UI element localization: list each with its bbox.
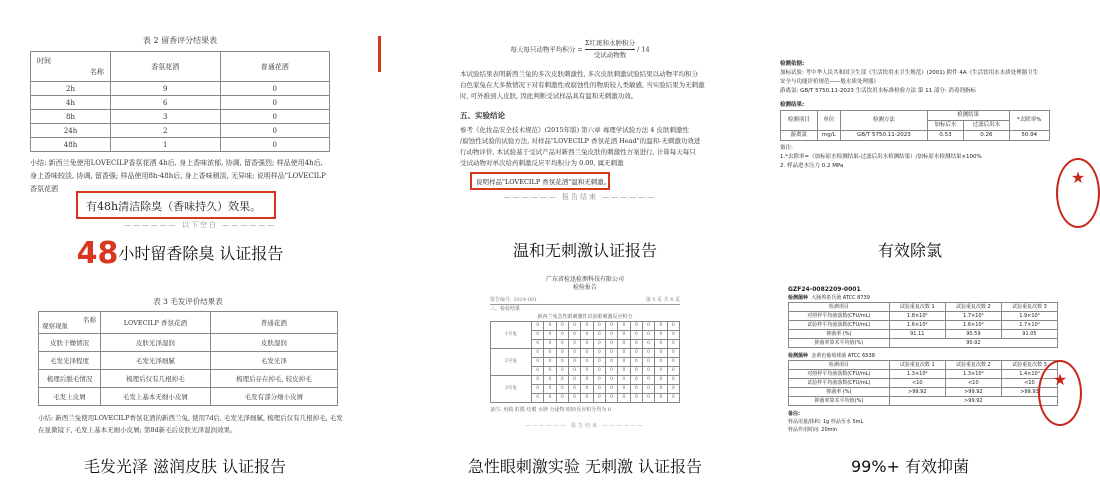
cell-a: 梳理后仅有几根掉毛 xyxy=(101,370,211,388)
cell-v2: 1.6×10⁴ xyxy=(945,321,1001,330)
cell-key: 试验样平均菌落数(CFU/mL) xyxy=(789,321,890,330)
caption: 毛发光泽 滋润皮肤 认证报告 xyxy=(83,457,287,476)
header-row xyxy=(789,303,1058,312)
cell: 0.53 xyxy=(927,131,964,141)
score-cell: 0 xyxy=(655,376,667,385)
cell-v1: 91.11 xyxy=(889,330,945,339)
score-cell: 0 xyxy=(581,367,593,376)
summary-line: 身上香味较淡, 协调, 留香强; 样品使用8h-48h后, 身上香味稍淡, 无异味; 说明样品"LOVECILP xyxy=(30,172,326,180)
summary-line: 小结: 新西兰兔使用LOVECILP香氛花洒 4h后, 身上香味浓郁, 协调, 留香强烈; 样品使用4h后, xyxy=(30,159,323,167)
score-cell: 0 xyxy=(531,322,543,331)
table-title: 表 2 留香评分结果表 xyxy=(142,36,218,45)
table-row xyxy=(31,96,330,110)
score-cell: 0 xyxy=(667,331,679,340)
cell-time: 8h xyxy=(31,110,111,124)
cell-v3: 1.4×10⁴ xyxy=(1001,370,1057,379)
table-row xyxy=(789,321,1058,330)
h-item: 检测项目 xyxy=(789,303,890,312)
cell-key: 抑菌率 (%) xyxy=(789,388,890,397)
score-cell: 0 xyxy=(556,322,568,331)
cell-v1: 1.8×10⁵ xyxy=(889,312,945,321)
score-cell: 0 xyxy=(593,349,605,358)
score-cell: 0 xyxy=(544,385,556,394)
col-b: 普通花洒 xyxy=(220,52,330,82)
score-cell: 0 xyxy=(642,385,654,394)
cell: 0.26 xyxy=(964,131,1009,141)
notes: 备注: 角膜 虹膜 结膜 水肿 分泌物 眼睑反应积分均为 0 xyxy=(490,407,611,413)
cell-a: 皮肤光泽湿润 xyxy=(101,334,211,352)
end-mark: —————— 以下空白 —————— xyxy=(123,221,277,229)
table-row xyxy=(39,388,338,406)
score-cell: 0 xyxy=(544,322,556,331)
cell-v2: >99.92 xyxy=(945,388,1001,397)
score-cell: 0 xyxy=(568,394,580,403)
report-page xyxy=(788,286,1058,436)
caption-text: 小时留香除臭 认证报告 xyxy=(118,244,284,263)
note-line: 2. 样品进水压力 0.2 MPa xyxy=(780,163,844,169)
score-cell: 0 xyxy=(605,385,617,394)
cell-key: 梳理后脱毛情况 xyxy=(39,370,101,388)
score-cell: 0 xyxy=(556,367,568,376)
score-cell: 0 xyxy=(618,394,630,403)
score-cell: 0 xyxy=(667,349,679,358)
table-row xyxy=(31,82,330,96)
eye-table xyxy=(490,321,680,403)
cell-key: 试验样平均菌落数(CFU/mL) xyxy=(789,379,890,388)
para-line: 参考《化妆品安全技术规范》(2015年版) 第六章 毒理学试验方法 4 皮肤刺激性 xyxy=(460,126,690,134)
strain-2: 金黄色葡萄球菌 ATCC 6538 xyxy=(811,353,875,359)
h-rate: *去除率% xyxy=(1009,111,1049,131)
score-cell: 0 xyxy=(642,349,654,358)
cell-b: 毛发有部分细小皮屑 xyxy=(210,388,337,406)
meta-left: 报告编号: 2024-001 xyxy=(490,297,538,303)
h-filtered: 过滤后出水 xyxy=(964,121,1009,131)
report-page xyxy=(780,60,1050,170)
cell-v1: >99.92 xyxy=(889,388,945,397)
cell-key: 对照样平均菌落数(CFU/mL) xyxy=(789,312,890,321)
table-row xyxy=(491,322,680,331)
score-cell: 0 xyxy=(630,331,642,340)
score-cell: 0 xyxy=(593,394,605,403)
h-add: 加标后水 xyxy=(927,121,964,131)
score-cell: 0 xyxy=(630,367,642,376)
col-name: 名称 xyxy=(83,316,96,324)
table-row xyxy=(31,138,330,152)
cell-v3: <10 xyxy=(1001,379,1057,388)
score-cell: 0 xyxy=(618,349,630,358)
seal-stamp xyxy=(1038,360,1082,426)
col-obs: 观察现象 xyxy=(42,322,68,330)
end-mark: —————— 报告结束 —————— xyxy=(503,193,657,201)
score-cell: 0 xyxy=(630,349,642,358)
score-cell: 0 xyxy=(556,349,568,358)
cell-v3: 1.7×10⁴ xyxy=(1001,321,1057,330)
table-row xyxy=(789,388,1058,397)
h-s1: 试验重复次数 1 xyxy=(889,361,945,370)
table-row xyxy=(39,352,338,370)
cell-b: 皮肤湿润 xyxy=(210,334,337,352)
cell-v1: 1.6×10⁴ xyxy=(889,321,945,330)
score-cell: 0 xyxy=(544,367,556,376)
table-row xyxy=(31,124,330,138)
score-cell: 0 xyxy=(556,331,568,340)
h-result: 检测结果 xyxy=(927,111,1009,121)
col-a: 香氛花洒 xyxy=(111,52,221,82)
score-cell: 0 xyxy=(568,331,580,340)
cell-a: 9 xyxy=(111,82,221,96)
group-cell: 2号兔 xyxy=(491,349,532,376)
score-cell: 0 xyxy=(556,376,568,385)
summary-line: 在显微镜下, 毛发上基本无细小皮屑; 第8d新毛后皮肤光泽湿润效果。 xyxy=(38,426,237,434)
score-cell: 0 xyxy=(605,340,617,349)
table-row xyxy=(39,334,338,352)
h-s3: 试验重复次数 3 xyxy=(1001,361,1057,370)
cell-v2: <10 xyxy=(945,379,1001,388)
header-row xyxy=(789,361,1058,370)
score-cell: 0 xyxy=(581,385,593,394)
cell: 50.94 xyxy=(1009,131,1049,141)
h-s2: 试验重复次数 2 xyxy=(945,303,1001,312)
cell-b: 0 xyxy=(220,82,330,96)
group-cell: 3号兔 xyxy=(491,376,532,403)
score-cell: 0 xyxy=(581,376,593,385)
score-cell: 0 xyxy=(593,376,605,385)
cell-b: 0 xyxy=(220,124,330,138)
score-cell: 0 xyxy=(544,340,556,349)
note-line: 1.*去除率=（加标原水检测结果-过滤后出水检测结果）/加标原水检测结果×100% xyxy=(780,154,982,160)
panel-chlorine-report xyxy=(720,0,1086,280)
score-cell: 0 xyxy=(531,385,543,394)
score-cell: 0 xyxy=(544,358,556,367)
cell-v1: <10 xyxy=(889,379,945,388)
method-line: 安全与功能评价规范——般水质处理器》 xyxy=(780,79,880,85)
score-cell: 0 xyxy=(581,349,593,358)
score-cell: 0 xyxy=(605,322,617,331)
score-cell: 0 xyxy=(568,358,580,367)
score-cell: 0 xyxy=(568,385,580,394)
note-line: 样品作用时间: 20min xyxy=(788,427,838,433)
cell-time: 4h xyxy=(31,96,111,110)
score-cell: 0 xyxy=(581,322,593,331)
score-cell: 0 xyxy=(642,331,654,340)
cell-v2: 90.59 xyxy=(945,330,1001,339)
score-cell: 0 xyxy=(667,394,679,403)
report-page xyxy=(490,276,680,446)
score-cell: 0 xyxy=(667,358,679,367)
star-seal-icon: ★ xyxy=(1070,168,1086,187)
score-cell: 0 xyxy=(544,394,556,403)
col-a: LOVECILP 香氛花洒 xyxy=(101,312,211,334)
note-line: 样品用量/体积: 1g 样品至水 5mL xyxy=(788,419,864,425)
score-cell: 0 xyxy=(655,349,667,358)
cell-avg: 90.92 xyxy=(889,339,1057,348)
score-cell: 0 xyxy=(655,340,667,349)
score-cell: 0 xyxy=(531,340,543,349)
score-cell: 0 xyxy=(667,367,679,376)
cell-a: 毛发光泽细腻 xyxy=(101,352,211,370)
cell-v3: 91.05 xyxy=(1001,330,1057,339)
score-cell: 0 xyxy=(556,358,568,367)
note-label: 备注: xyxy=(788,411,800,417)
score-cell: 0 xyxy=(630,394,642,403)
h-s3: 试验重复次数 3 xyxy=(1001,303,1057,312)
cell-a: 毛发上基本无细小皮屑 xyxy=(101,388,211,406)
col-b: 普通花洒 xyxy=(210,312,337,334)
panel-mild-report xyxy=(360,0,720,280)
score-cell: 0 xyxy=(630,340,642,349)
result-label: 检测结果: xyxy=(780,102,805,108)
score-cell: 0 xyxy=(581,331,593,340)
cell-v2: 1.3×10⁴ xyxy=(945,370,1001,379)
score-cell: 0 xyxy=(667,376,679,385)
score-cell: 0 xyxy=(581,394,593,403)
panel-hair-report xyxy=(0,286,360,486)
score-cell: 0 xyxy=(556,340,568,349)
cell-key: 毛发光泽程度 xyxy=(39,352,101,370)
score-cell: 0 xyxy=(605,394,617,403)
hair-table xyxy=(38,311,338,406)
score-cell: 0 xyxy=(531,376,543,385)
report-page xyxy=(38,296,343,436)
cell-v2: 1.7×10⁵ xyxy=(945,312,1001,321)
caption: 有效除氯 xyxy=(877,241,942,260)
score-cell: 0 xyxy=(630,322,642,331)
score-cell: 0 xyxy=(655,394,667,403)
col-time: 时间 xyxy=(37,57,51,65)
score-cell: 0 xyxy=(568,367,580,376)
summary-line: 香氛花洒 xyxy=(30,185,58,193)
score-cell: 0 xyxy=(667,340,679,349)
seal-stamp xyxy=(1056,158,1100,228)
caption-number: 48 xyxy=(76,236,119,271)
h-method: 检测方法 xyxy=(840,111,927,131)
cell-key: 抑菌率算术平均值(%) xyxy=(789,339,890,348)
para-line: 行动物评价, 本试验基于受试产品对新西兰兔皮肤的刺激性方案进行, 计算每天每只 xyxy=(460,148,696,156)
cell-v3: >99.93 xyxy=(1001,388,1057,397)
formula xyxy=(460,38,700,61)
score-cell: 0 xyxy=(667,322,679,331)
table-row xyxy=(789,370,1058,379)
method-line: 加标试验: 考中华人民共和国卫生部《生活饮用水卫生规范》(2001) 附件 4A《生活饮用水水质处理器卫生 xyxy=(780,70,1039,76)
score-cell: 0 xyxy=(642,340,654,349)
panel-antibacterial-report xyxy=(720,280,1080,486)
cell-time: 48h xyxy=(31,138,111,152)
staph-table xyxy=(788,360,1058,406)
score-cell: 0 xyxy=(544,331,556,340)
score-cell: 0 xyxy=(593,385,605,394)
table-row xyxy=(789,330,1058,339)
star-seal-icon: ★ xyxy=(1052,370,1068,389)
cell: GB/T 5750.11-2023 xyxy=(840,131,927,141)
score-cell: 0 xyxy=(630,385,642,394)
cell: 游离氯 xyxy=(781,131,818,141)
cell-v1: 1.3×10⁴ xyxy=(889,370,945,379)
note-label: 备注: xyxy=(780,145,793,151)
h-unit: 单位 xyxy=(817,111,840,131)
score-cell: 0 xyxy=(605,367,617,376)
table-row xyxy=(31,110,330,124)
formula-denominator: 受试动物数 xyxy=(593,51,627,59)
score-cell: 0 xyxy=(568,376,580,385)
panel-eye-report xyxy=(360,270,720,486)
score-cell: 0 xyxy=(544,376,556,385)
score-cell: 0 xyxy=(642,322,654,331)
score-cell: 0 xyxy=(544,349,556,358)
summary-line: 小结: 新西兰兔使用LOVECILP香氛花洒的新西兰兔, 使用7d后, 毛发光泽细腻, 梳理后仅有几根掉毛, 毛发 xyxy=(38,414,343,422)
cell-b: 0 xyxy=(220,110,330,124)
para-line: 本试验结果表明新西兰兔的多次皮肤刺激性, 多次皮肤刺激试验结果以动物平均积分 xyxy=(460,70,699,78)
cell-key: 对照样平均菌落数(CFU/mL) xyxy=(789,370,890,379)
highlight-text: 有48h清洁除臭（香味持久）效果。 xyxy=(86,200,262,213)
score-cell: 0 xyxy=(618,358,630,367)
section-title: 五、实验结论 xyxy=(460,111,505,120)
score-cell: 0 xyxy=(531,349,543,358)
score-cell: 0 xyxy=(568,322,580,331)
caption: 急性眼刺激实验 无刺激 认证报告 xyxy=(467,457,703,476)
highlight-box xyxy=(76,191,276,219)
score-cell: 0 xyxy=(568,349,580,358)
meta-right: 第 5 页 共 6 页 xyxy=(645,297,680,303)
sub-heading: 三、检验结果 xyxy=(490,306,521,312)
score-cell: 0 xyxy=(630,376,642,385)
formula-numerator: Σ红斑和水肿积分 xyxy=(585,38,635,50)
score-cell: 0 xyxy=(605,349,617,358)
score-cell: 0 xyxy=(642,358,654,367)
score-cell: 0 xyxy=(556,394,568,403)
strain-1: 大肠埃希氏菌 ATCC 8739 xyxy=(811,295,870,301)
cell-a: 6 xyxy=(111,96,221,110)
score-cell: 0 xyxy=(630,358,642,367)
score-cell: 0 xyxy=(618,385,630,394)
method-line: 游离氯: GB/T 5750.11-2023 生活饮用水标准检验方法 第 11 部分: 消毒剂指标 xyxy=(780,88,976,94)
score-cell: 0 xyxy=(655,358,667,367)
score-cell: 0 xyxy=(618,331,630,340)
cell-a: 3 xyxy=(111,110,221,124)
score-cell: 0 xyxy=(618,376,630,385)
score-cell: 0 xyxy=(605,331,617,340)
table-title: 新西兰兔急性眼刺激性试验眼刺激反应积分 xyxy=(537,314,633,320)
score-cell: 0 xyxy=(531,331,543,340)
score-cell: 0 xyxy=(655,385,667,394)
score-cell: 0 xyxy=(593,331,605,340)
cell-time: 24h xyxy=(31,124,111,138)
fragrance-table xyxy=(30,51,330,152)
para-line: /腐蚀性试验的试验方法, 对样品"LOVECILP 香氛花洒 Head"的温和-无刺激功效进 xyxy=(460,137,701,145)
report-no: GZF24-0082209-0001 xyxy=(788,286,861,293)
company-name: 广东省检迅检测科技有限公司 xyxy=(545,276,624,283)
panel-48h-report xyxy=(0,0,360,280)
cell-b: 0 xyxy=(220,96,330,110)
score-cell: 0 xyxy=(642,367,654,376)
method-label: 检测依据: xyxy=(780,61,805,67)
table-row xyxy=(491,376,680,385)
score-cell: 0 xyxy=(581,358,593,367)
table-row xyxy=(789,379,1058,388)
doc-title: 检验报告 xyxy=(572,284,597,291)
score-cell: 0 xyxy=(531,358,543,367)
col-name: 名称 xyxy=(90,68,104,76)
score-cell: 0 xyxy=(593,358,605,367)
table-row xyxy=(789,312,1058,321)
score-cell: 0 xyxy=(667,385,679,394)
table-row xyxy=(39,370,338,388)
table-row xyxy=(789,397,1058,406)
score-cell: 0 xyxy=(618,322,630,331)
cell-key: 毛发上皮屑 xyxy=(39,388,101,406)
cell-v3: 1.9×10⁵ xyxy=(1001,312,1057,321)
score-cell: 0 xyxy=(593,340,605,349)
score-cell: 0 xyxy=(655,331,667,340)
highlight-text: 说明样品"LOVECILP 香氛花洒"温和无刺激。 xyxy=(476,178,611,186)
score-cell: 0 xyxy=(531,367,543,376)
caption xyxy=(0,236,360,271)
h-item: 检测项目 xyxy=(789,361,890,370)
cell-a: 1 xyxy=(111,138,221,152)
score-cell: 0 xyxy=(655,322,667,331)
chlorine-table xyxy=(780,110,1050,141)
caption: 99%+ 有效抑菌 xyxy=(850,457,970,476)
cell-time: 2h xyxy=(31,82,111,96)
para-line: 时, 可外推到人皮肤, 因此判断受试样品具有温和无刺激功效。 xyxy=(460,92,638,100)
formula-tail: / 14 xyxy=(637,45,650,54)
score-cell: 0 xyxy=(531,394,543,403)
cell-key: 抑菌率算术平均值(%) xyxy=(789,397,890,406)
para-line: 白色家兔在大多数情况下对有刺激性或腐蚀性的物质较人类敏感, 当实验结果为无刺激 xyxy=(460,81,705,89)
score-cell: 0 xyxy=(618,367,630,376)
caption: 温和无刺激认证报告 xyxy=(512,241,657,260)
cell-a: 2 xyxy=(111,124,221,138)
cell-key: 皮肤干燥情况 xyxy=(39,334,101,352)
h-s1: 试验重复次数 1 xyxy=(889,303,945,312)
strain-label-2: 检测菌种 xyxy=(788,353,809,359)
cell-b: 毛发光泽 xyxy=(210,352,337,370)
cell-key: 抑菌率 (%) xyxy=(789,330,890,339)
cell-b: 梳理后存在掉毛, 较皮掉毛 xyxy=(210,370,337,388)
para-line: 受试动物对单次给药刺激反应平均积分为 0.00, 属无刺激 xyxy=(460,159,624,167)
highlight-box xyxy=(470,172,610,190)
score-cell: 0 xyxy=(568,340,580,349)
cell-b: 0 xyxy=(220,138,330,152)
formula-left: 每天每只动物平均积分 = xyxy=(510,45,583,54)
h-s2: 试验重复次数 2 xyxy=(945,361,1001,370)
score-cell: 0 xyxy=(556,385,568,394)
score-cell: 0 xyxy=(581,340,593,349)
score-cell: 0 xyxy=(593,322,605,331)
h-item: 检测项目 xyxy=(781,111,818,131)
end-mark: —————— 报告结束 —————— xyxy=(525,423,645,429)
score-cell: 0 xyxy=(655,367,667,376)
table-title: 表 3 毛发评价结果表 xyxy=(153,297,223,306)
score-cell: 0 xyxy=(618,340,630,349)
strain-label: 检测菌种 xyxy=(788,295,809,301)
ecoli-table xyxy=(788,302,1058,348)
score-cell: 0 xyxy=(642,376,654,385)
score-cell: 0 xyxy=(642,394,654,403)
cell-avg: >99.92 xyxy=(889,397,1057,406)
score-cell: 0 xyxy=(605,376,617,385)
table-row xyxy=(789,339,1058,348)
group-cell: 1号兔 xyxy=(491,322,532,349)
score-cell: 0 xyxy=(593,367,605,376)
table-row xyxy=(491,349,680,358)
cell: mg/L xyxy=(817,131,840,141)
score-cell: 0 xyxy=(605,358,617,367)
